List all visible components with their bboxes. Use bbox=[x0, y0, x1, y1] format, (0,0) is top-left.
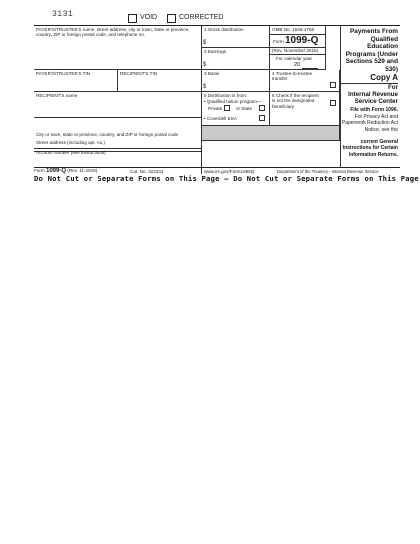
box2-earnings[interactable] bbox=[202, 48, 270, 70]
box4-checkbox[interactable] bbox=[330, 82, 336, 88]
box6-checkbox[interactable] bbox=[330, 100, 336, 106]
file-with-label: File with Form 1096. bbox=[350, 107, 398, 113]
box5-private-checkbox[interactable] bbox=[224, 105, 230, 111]
recipient-tin-box[interactable] bbox=[118, 70, 202, 92]
copy-for-label: For bbox=[388, 84, 398, 91]
box3-dollar: $ bbox=[203, 84, 207, 90]
shaded-area-top bbox=[202, 126, 340, 141]
box5-state-label: or State bbox=[236, 106, 253, 111]
box4-label: 4 Trustee-to-trustee transfer bbox=[272, 71, 313, 82]
footer-form-word: Form bbox=[34, 168, 45, 173]
form-code-number: 3131 bbox=[52, 10, 74, 19]
footer-url[interactable]: www.irs.gov/Form1099Q bbox=[204, 169, 255, 174]
box1-label: 1 Gross distribution bbox=[204, 27, 244, 32]
payer-tin-label: PAYER'S/TRUSTEE'S TIN bbox=[36, 71, 91, 76]
irs-center-label: Internal Revenue Service Center bbox=[348, 91, 398, 105]
box5-distribution-source bbox=[202, 92, 270, 126]
box2-label: 2 Earnings bbox=[204, 49, 226, 54]
box5-coverdell-checkbox[interactable] bbox=[259, 115, 265, 121]
omb-number: OMB No. 1545-1760 bbox=[272, 27, 315, 32]
box2-dollar: $ bbox=[203, 62, 207, 68]
form-name: 1099-Q bbox=[285, 35, 319, 46]
footer-cat-no: Cat. No. 32223J bbox=[130, 169, 164, 174]
calendar-year-value: 20 bbox=[294, 62, 301, 68]
box1-gross-distribution[interactable] bbox=[202, 26, 270, 48]
form-revision: (Rev. November 2019) bbox=[272, 48, 319, 53]
payer-name-label: PAYER'S/TRUSTEE'S name, street address, city or town, state or province, country, ZIP or foreign postal code, and telephone no. bbox=[36, 27, 190, 38]
right-column-divider bbox=[340, 25, 341, 168]
footer-rev: (Rev. 11-2019) bbox=[67, 168, 98, 173]
box3-label: 3 Basis bbox=[204, 71, 220, 76]
box3-basis[interactable] bbox=[202, 70, 270, 92]
general-instructions-label: current General Instructions for Certain Information Returns. bbox=[342, 139, 398, 158]
calendar-year-label: For calendar year bbox=[276, 56, 313, 61]
omb-form-id-box bbox=[270, 26, 326, 70]
box4-trustee-transfer bbox=[270, 70, 340, 92]
street-address-label: Street address (including apt. no.) bbox=[36, 140, 105, 145]
footer-form-name: 1099-Q bbox=[46, 168, 67, 174]
box1-dollar: $ bbox=[203, 40, 207, 46]
calendar-year-line[interactable] bbox=[302, 68, 318, 69]
form-title: Payments From Qualified Education Programs (Under Sections 529 and 530) bbox=[345, 28, 398, 73]
box5-label: 5 Distribution is from: bbox=[204, 93, 248, 98]
box6-not-beneficiary bbox=[270, 92, 340, 126]
copy-a-label: Copy A bbox=[370, 73, 398, 82]
void-label: VOID bbox=[140, 14, 158, 21]
corrected-label: CORRECTED bbox=[179, 14, 224, 21]
footer-department: Department of the Treasury - Internal Revenue Service bbox=[277, 169, 379, 174]
recipient-name-label: RECIPIENT'S name bbox=[36, 93, 78, 98]
payer-tin-box[interactable] bbox=[34, 70, 118, 92]
city-state-label: City or town, state or province, country, and ZIP or foreign postal code bbox=[36, 132, 179, 137]
do-not-cut-notice: Do Not Cut or Separate Forms on This Page — Do Not Cut or Separate Forms on This Page bbox=[34, 174, 419, 183]
box5-state-checkbox[interactable] bbox=[259, 105, 265, 111]
recipient-tin-label: RECIPIENT'S TIN bbox=[120, 71, 158, 76]
box5-private-label: Private bbox=[208, 106, 223, 111]
box5-qtp-option: • Qualified tuition program— bbox=[204, 99, 262, 104]
void-checkbox[interactable] bbox=[128, 14, 137, 23]
payer-name-box[interactable] bbox=[34, 26, 202, 70]
corrected-checkbox[interactable] bbox=[167, 14, 176, 23]
account-number-box[interactable] bbox=[34, 148, 202, 168]
box5-coverdell-label: • Coverdell ESA bbox=[204, 116, 237, 121]
privacy-notice-label: For Privacy Act and Paperwork Reduction Act Notice, see the bbox=[341, 114, 398, 133]
form-word: Form bbox=[273, 39, 284, 44]
account-number-label: Account number (see instructions) bbox=[36, 150, 106, 155]
recipient-name-box[interactable] bbox=[34, 92, 202, 118]
account-row-blank bbox=[202, 148, 340, 168]
box6-label: 6 Check if the recipient is not the designated beneficiary bbox=[272, 93, 319, 109]
